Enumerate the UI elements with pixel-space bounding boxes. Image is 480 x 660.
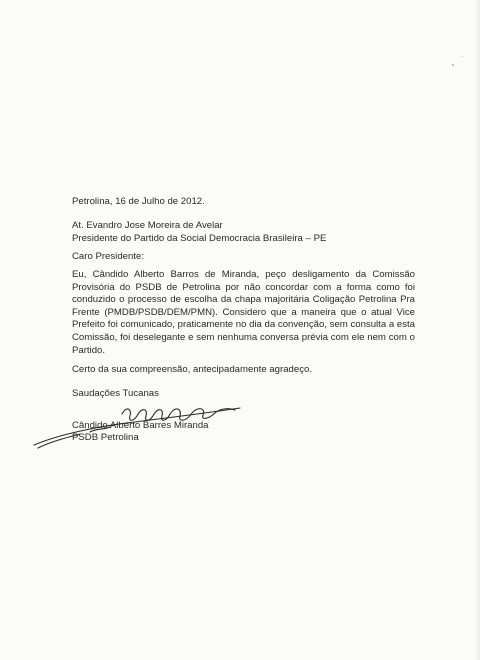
salutation: Caro Presidente: [72, 251, 144, 262]
greeting: Saudações Tucanas [72, 388, 159, 399]
page-edge-shadow [474, 0, 480, 660]
signer-name: Cândido Alberto Barres Miranda [72, 420, 209, 431]
closing-line: Certo da sua compreensão, antecipadamente agradeço. [72, 364, 312, 375]
place-date: Petrolina, 16 de Julho de 2012. [72, 196, 205, 207]
scan-speck [462, 56, 463, 57]
letter-body: Eu, Cândido Alberto Barros de Miranda, peço desligamento da Comissão Provisória do PSDB de Petrolina por não concordar com a forma como foi conduzido o processo de escolha da chapa majoritária Coligação Petrolina Pra Frente (PMDB/PSDB/DEM/PMN). Considero que a maneira que o atual Vice Prefeito foi comunicado, praticamente no dia da convenção, sem consulta a esta Comissão, foi deselegante e sem nenhuma conversa prévia com ele nem com o Partido. [72, 269, 415, 356]
recipient-name: At. Evandro Jose Moreira de Avelar [72, 220, 223, 231]
handwritten-signature [30, 400, 250, 455]
scan-speck [452, 64, 454, 66]
recipient-title: Presidente do Partido da Social Democracia Brasileira – PE [72, 233, 327, 244]
signer-org: PSDB Petrolina [72, 432, 139, 443]
